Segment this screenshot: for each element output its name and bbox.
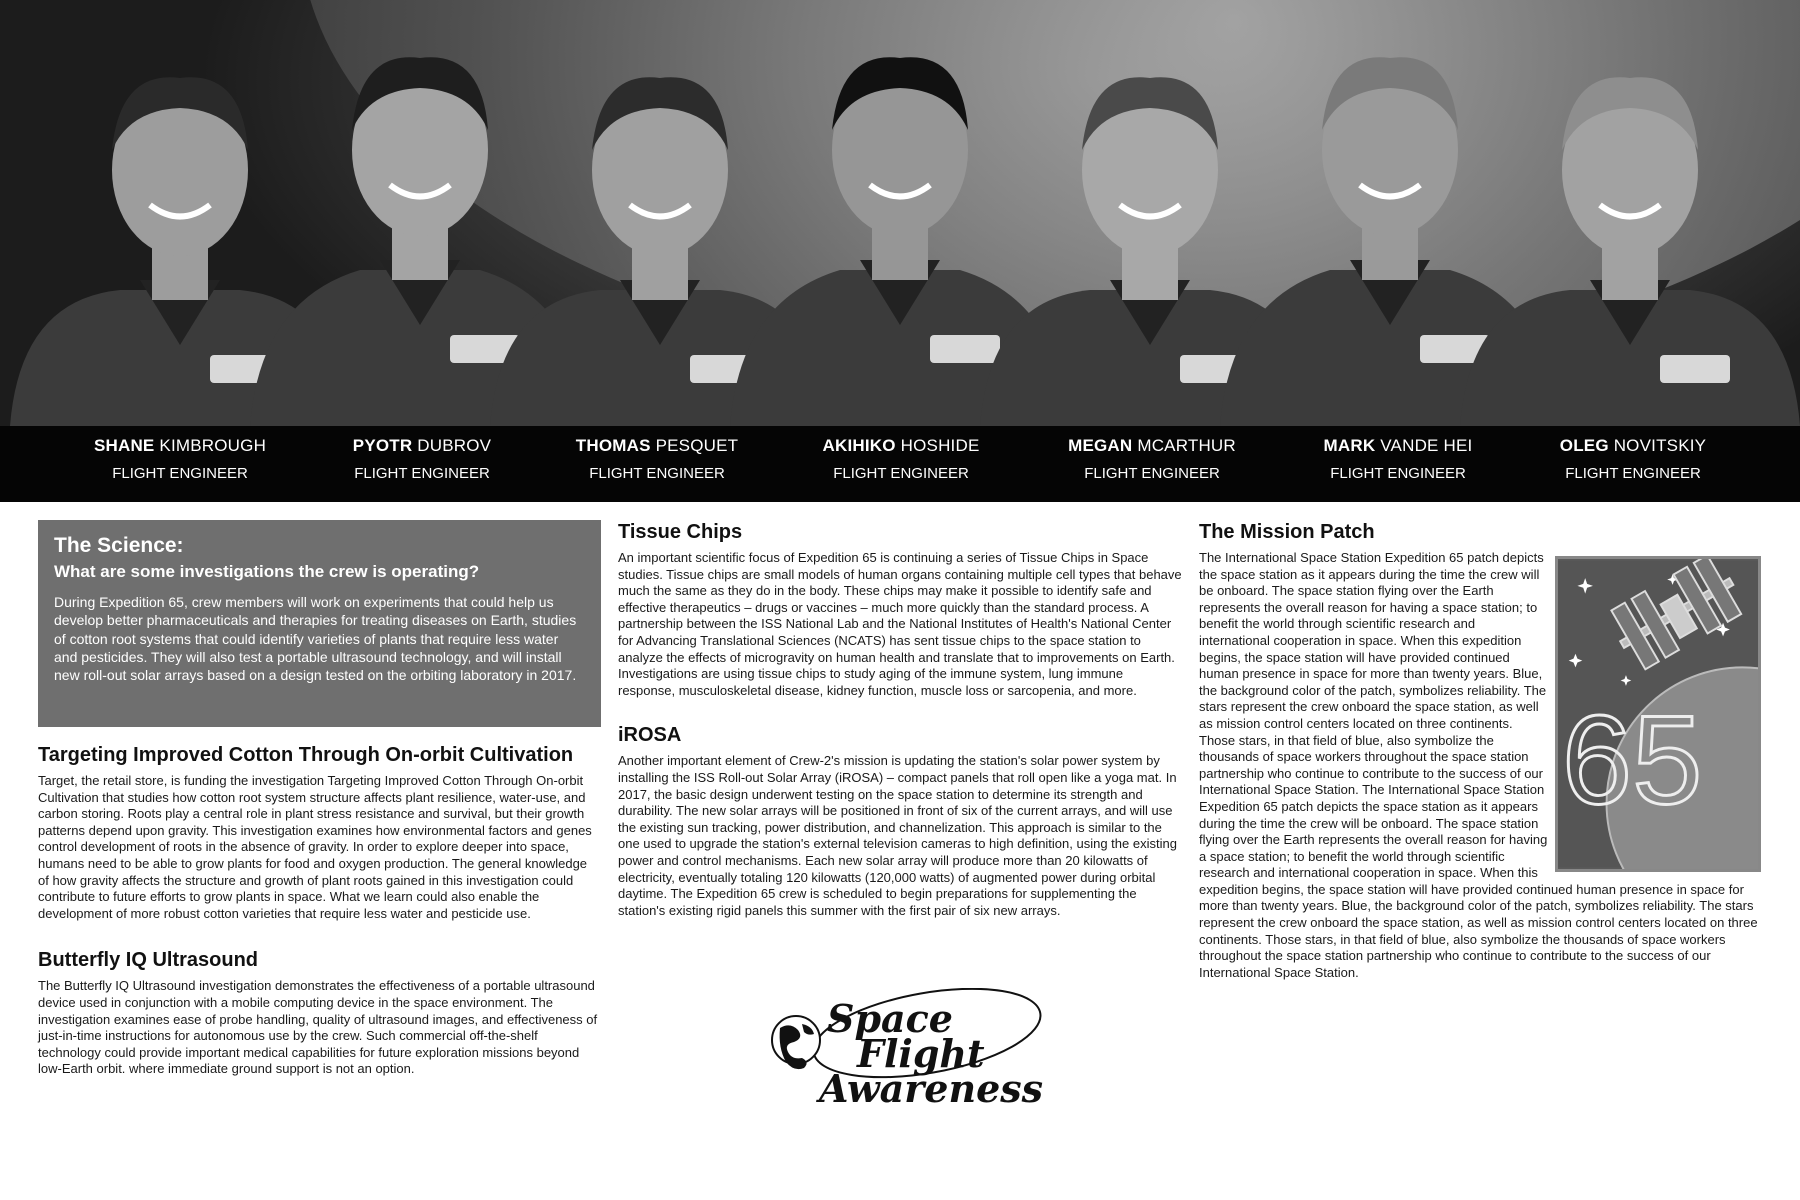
patch-section: [1199, 550, 1761, 981]
crew-last-name: VANDE HEI: [1380, 436, 1473, 455]
butterfly-body: The Butterfly IQ Ultrasound investigation demonstrates the effectiveness of a portable ultrasound device used in conjunction with a mobile computing device in the space environment. The investigation examines ease of probe handling, quality of ultrasound images, and effectiveness of just-in-time instructions for autonomous use by the crew. Such commercial off-the-shelf technology could provide important medical capabilities for future exploration missions beyond low-Earth orbit. where immediate ground support is not an option.: [38, 978, 598, 1077]
science-title: The Science:: [54, 534, 184, 557]
patch-body: The International Space Station Expedition 65 patch depicts the space station as it appears during the time the crew will be onboard. The space station flying over the Earth represents the overall reason for having a space station; to benefit the world through scientific research and international cooperation in space. When this expedition begins, the space station will have provided continued human presence in space for more than twenty years. Blue, the background color of the patch, symbolizes reliability. The stars represent the crew onboard the space station, as well as mission control centers located on three continents. Those stars, in that field of blue, also symbolize the thousands of space workers throughout the space station partnership who continue to contribute to the success of our International Space Station. The International Space Station Expedition 65 patch depicts the space station as it appears during the time the crew will be onboard. The space station flying over the Earth represents the overall reason for having a space station; to benefit the world through scientific research and international cooperation in space. When this expedition begins, the space station will have provided continued human presence in space for more than twenty years. Blue, the background color of the patch, symbolizes reliability. The stars represent the crew onboard the space station, as well as mission control centers located on three continents. Those stars, in that field of blue, also symbolize the thousands of space workers throughout the space station partnership who continue to contribute to the success of our International Space Station.: [1199, 550, 1758, 980]
crew-name: [1513, 436, 1753, 456]
crew-role: FLIGHT ENGINEER: [1565, 465, 1701, 482]
crew-first-name: SHANE: [93, 436, 155, 455]
crew-label-novitskiy: [1513, 436, 1753, 482]
crew-photo: [0, 0, 1800, 426]
tissue-body: An important scientific focus of Expedition 65 is continuing a series of Tissue Chips in Space studies. Tissue chips are small models of human organs containing multiple cell types that behave much the same as they do in the body. These chips may make it possible to identify safe and effective therapeutics – drugs or vaccines – much more quickly than the standard process. A partnership between the ISS National Lab and the National Institutes of Health's National Center for Advancing Translational Sciences (NCATS) has sent tissue chips to the space station to analyze the effects of microgravity on human health and translate that to improvements on Earth. Investigations are using tissue chips to study aging of the immune system, lung immune response, musculoskeletal disease, kidney function, muscle loss or sarcopenia, and more.: [618, 550, 1182, 698]
crew-name: [537, 436, 777, 456]
logo-line-space: Space: [827, 996, 953, 1041]
crew-first-name: THOMAS: [575, 436, 651, 455]
irosa-body: Another important element of Crew-2's mission is updating the station's solar power system by installing the ISS Roll-out Solar Array (iROSA) – compact panels that roll open like a yoga mat. In 2017, the basic design underwent testing on the space station to determine its strength and durability. The new solar arrays will be positioned in front of six of the current arrays, and will use the existing sun tracking, power distribution, and channelization. This approach is similar to the one used to upgrade the station's external television cameras to high definition, using the existing power and control mechanisms. Each new solar array will produce more than 20 kilowatts of electricity, eventually totaling 120 kilowatts (120,000 watts) of augmented power during orbital daytime. The Expedition 65 crew is scheduled to begin preparations for supplementing the station's existing rigid panels this summer with the first pair of six new arrays.: [618, 753, 1177, 918]
crew-first-name: MEGAN: [1068, 436, 1133, 455]
science-box: [38, 520, 601, 727]
right-column: [1199, 520, 1761, 981]
cotton-section: [38, 743, 601, 922]
irosa-section: [618, 723, 1183, 919]
crew-first-name: AKIHIKO: [822, 436, 896, 455]
crew-label-vande-hei: [1278, 436, 1518, 482]
name-tag: [1660, 355, 1730, 383]
crew-role: FLIGHT ENGINEER: [589, 465, 725, 482]
crew-label-kimbrough: [60, 436, 300, 482]
crew-last-name: KIMBROUGH: [159, 436, 267, 455]
cotton-title: Targeting Improved Cotton Through On-orbit Cultivation: [38, 744, 574, 766]
crew-role: FLIGHT ENGINEER: [1330, 465, 1466, 482]
crew-name: [781, 436, 1021, 456]
logo-line-awareness: Awareness: [819, 1066, 1044, 1111]
crew-name: [1278, 436, 1518, 456]
butterfly-section: [38, 948, 601, 1078]
left-column: [38, 520, 601, 1078]
crew-last-name: PESQUET: [655, 436, 739, 455]
crew-first-name: MARK: [1323, 436, 1376, 455]
crew-label-dubrov: [302, 436, 542, 482]
middle-column: [618, 520, 1183, 919]
crew-portrait-novitskiy: [1430, 0, 1800, 426]
butterfly-title: Butterfly IQ Ultrasound: [38, 949, 259, 972]
crew-last-name: MCARTHUR: [1137, 436, 1236, 455]
crew-last-name: DUBROV: [417, 436, 492, 455]
crew-last-name: HOSHIDE: [900, 436, 980, 455]
crew-first-name: PYOTR: [352, 436, 413, 455]
crew-name: [302, 436, 542, 456]
crew-label-hoshide: [781, 436, 1021, 482]
patch-title: The Mission Patch: [1199, 521, 1375, 543]
crew-name-band: [0, 426, 1800, 502]
cotton-body: Target, the retail store, is funding the investigation Targeting Improved Cotton Through On-orbit Cultivation that studies how cotton root system structure affects plant resilience, water-use, and carbon storing. Roots play a central role in plant stress resistance and survival, but their growth patterns depend upon gravity. This investigation examines how environmental factors and genes control development of roots in the absence of gravity. In order to explore deeper into space, humans need to be able to grow plants for food and oxygen production. The general knowledge of how gravity affects the structure and growth of plant roots gained in this investigation could contribute to future efforts to grow plants in space. What we learn could also enable the development of more robust cotton varieties that require less water and pesticide use.: [38, 773, 592, 921]
crew-role: FLIGHT ENGINEER: [1084, 465, 1220, 482]
crew-label-pesquet: [537, 436, 777, 482]
crew-name: [60, 436, 300, 456]
space-flight-awareness-logo: [762, 988, 1044, 1111]
patch-number: 65: [1561, 689, 1703, 831]
mission-patch-image: [1555, 556, 1761, 872]
crew-last-name: NOVITSKIY: [1613, 436, 1707, 455]
patch-graphic: [1558, 559, 1758, 869]
crew-role: FLIGHT ENGINEER: [112, 465, 248, 482]
crew-name: [1032, 436, 1272, 456]
crew-label-mcarthur: [1032, 436, 1272, 482]
crew-role: FLIGHT ENGINEER: [354, 465, 490, 482]
irosa-title: iROSA: [618, 724, 682, 747]
crew-role: FLIGHT ENGINEER: [833, 465, 969, 482]
logo-line-flight: Flight: [857, 1031, 985, 1076]
crew-first-name: OLEG: [1559, 436, 1609, 455]
tissue-section: [618, 520, 1183, 699]
science-body: During Expedition 65, crew members will work on experiments that could help us develop better pharmaceuticals and therapies for treating diseases on Earth, studies of cotton root systems that could identify varieties of plants that require less water and pesticides. They will also test a portable ultrasound technology, and will install new roll-out solar arrays based on a design tested on the orbiting laboratory in 2017.: [54, 594, 577, 684]
tissue-title: Tissue Chips: [618, 521, 743, 543]
science-subtitle: What are some investigations the crew is operating?: [54, 562, 480, 581]
